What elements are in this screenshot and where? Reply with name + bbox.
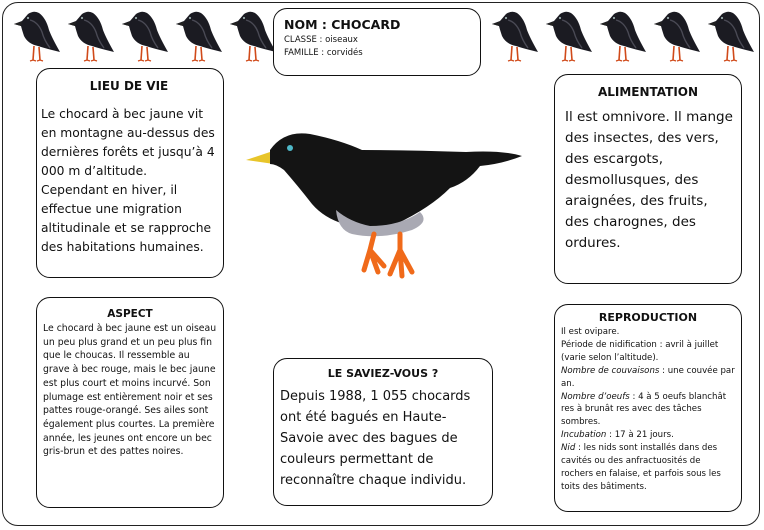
crow-icon	[8, 4, 62, 66]
repro-nest-label: Nid	[561, 443, 576, 454]
habitat-heading: LIEU DE VIE	[89, 79, 169, 93]
species-name: NOM : CHOCARD	[284, 17, 401, 32]
crow-icon	[62, 4, 116, 66]
repro-eggs-label: Nombre d’oeufs	[561, 391, 630, 402]
appearance-heading: ASPECT	[107, 308, 153, 320]
repro-clutches-label: Nombre de couvaisons	[561, 365, 660, 376]
bird-body	[270, 133, 522, 227]
repro-incubation-label: Incubation	[561, 430, 607, 441]
bird-beak	[246, 152, 274, 164]
bird-eye	[287, 145, 293, 151]
appearance-text: Le chocard à bec jaune est un oiseau un peu plus grand et un peu plus fin que le choucas. Il ressemble au grave à bec rouge, mais le bec jaune est plus court et moins incurvé. Son plumage est entièrement noir et ses pattes rouge-orangé. Ses ailes sont également plus courtes. La première année, les jeunes ont encore un bec gris-brun et des pattes noires.	[43, 323, 217, 458]
crow-row-right	[486, 4, 756, 66]
diet-box	[554, 74, 742, 284]
fun-fact-heading: LE SAVIEZ-VOUS ?	[327, 367, 439, 380]
crow-icon	[224, 4, 278, 66]
chough-drawing	[240, 126, 530, 286]
repro-oviparous: Il est ovipare.	[561, 327, 620, 337]
habitat-box	[36, 68, 224, 278]
reproduction-box	[554, 304, 742, 512]
crow-icon	[540, 4, 594, 66]
diet-text: Il est omnivore. Il mange des insectes, des vers, des escargots, desmollusques, des araignées, des fruits, des charognes, des ordures.	[565, 109, 733, 251]
crow-icon	[648, 4, 702, 66]
appearance-box	[36, 297, 224, 508]
title-box	[273, 8, 481, 76]
crow-icon	[702, 4, 756, 66]
repro-nest-text: : les nids sont installés dans des cavités ou des anfractuosités de rochers en falaise, et parfois sous les toits des bâtiments.	[561, 443, 721, 492]
crow-row-left	[8, 4, 278, 66]
fun-fact-text: Depuis 1988, 1 055 chocards ont été bagués en Haute-Savoie avec des bagues de couleurs permettant de reconnaître chaque individu.	[280, 389, 471, 488]
reproduction-text	[561, 326, 735, 494]
fun-fact-box	[273, 358, 493, 506]
repro-incubation-text: : 17 à 21 jours.	[606, 430, 674, 441]
bird-leg-left	[364, 234, 384, 272]
species-family: FAMILLE : corvidés	[284, 48, 363, 58]
diet-heading: ALIMENTATION	[597, 85, 699, 99]
habitat-text: Le chocard à bec jaune vit en montagne au-dessus des dernières forêts et jusqu’à 4 000 m d’altitude. Cependant en hiver, il effectue une migration altitudinale et se rapproche des habitations humaines.	[41, 107, 215, 254]
crow-icon	[170, 4, 224, 66]
bird-leg-right	[390, 234, 412, 276]
repro-clutches-text: : une couvée par an.	[561, 365, 735, 389]
repro-nesting-period: Période de nidification : avril à juillet (varie selon l’altitude).	[561, 339, 719, 363]
crow-icon	[116, 4, 170, 66]
crow-icon	[594, 4, 648, 66]
species-class: CLASSE : oiseaux	[284, 35, 358, 45]
reproduction-heading: REPRODUCTION	[598, 311, 698, 324]
repro-eggs-text: : 4 à 5 oeufs blanchât res à brunât res avec des tâches sombres.	[561, 391, 727, 428]
crow-icon	[486, 4, 540, 66]
